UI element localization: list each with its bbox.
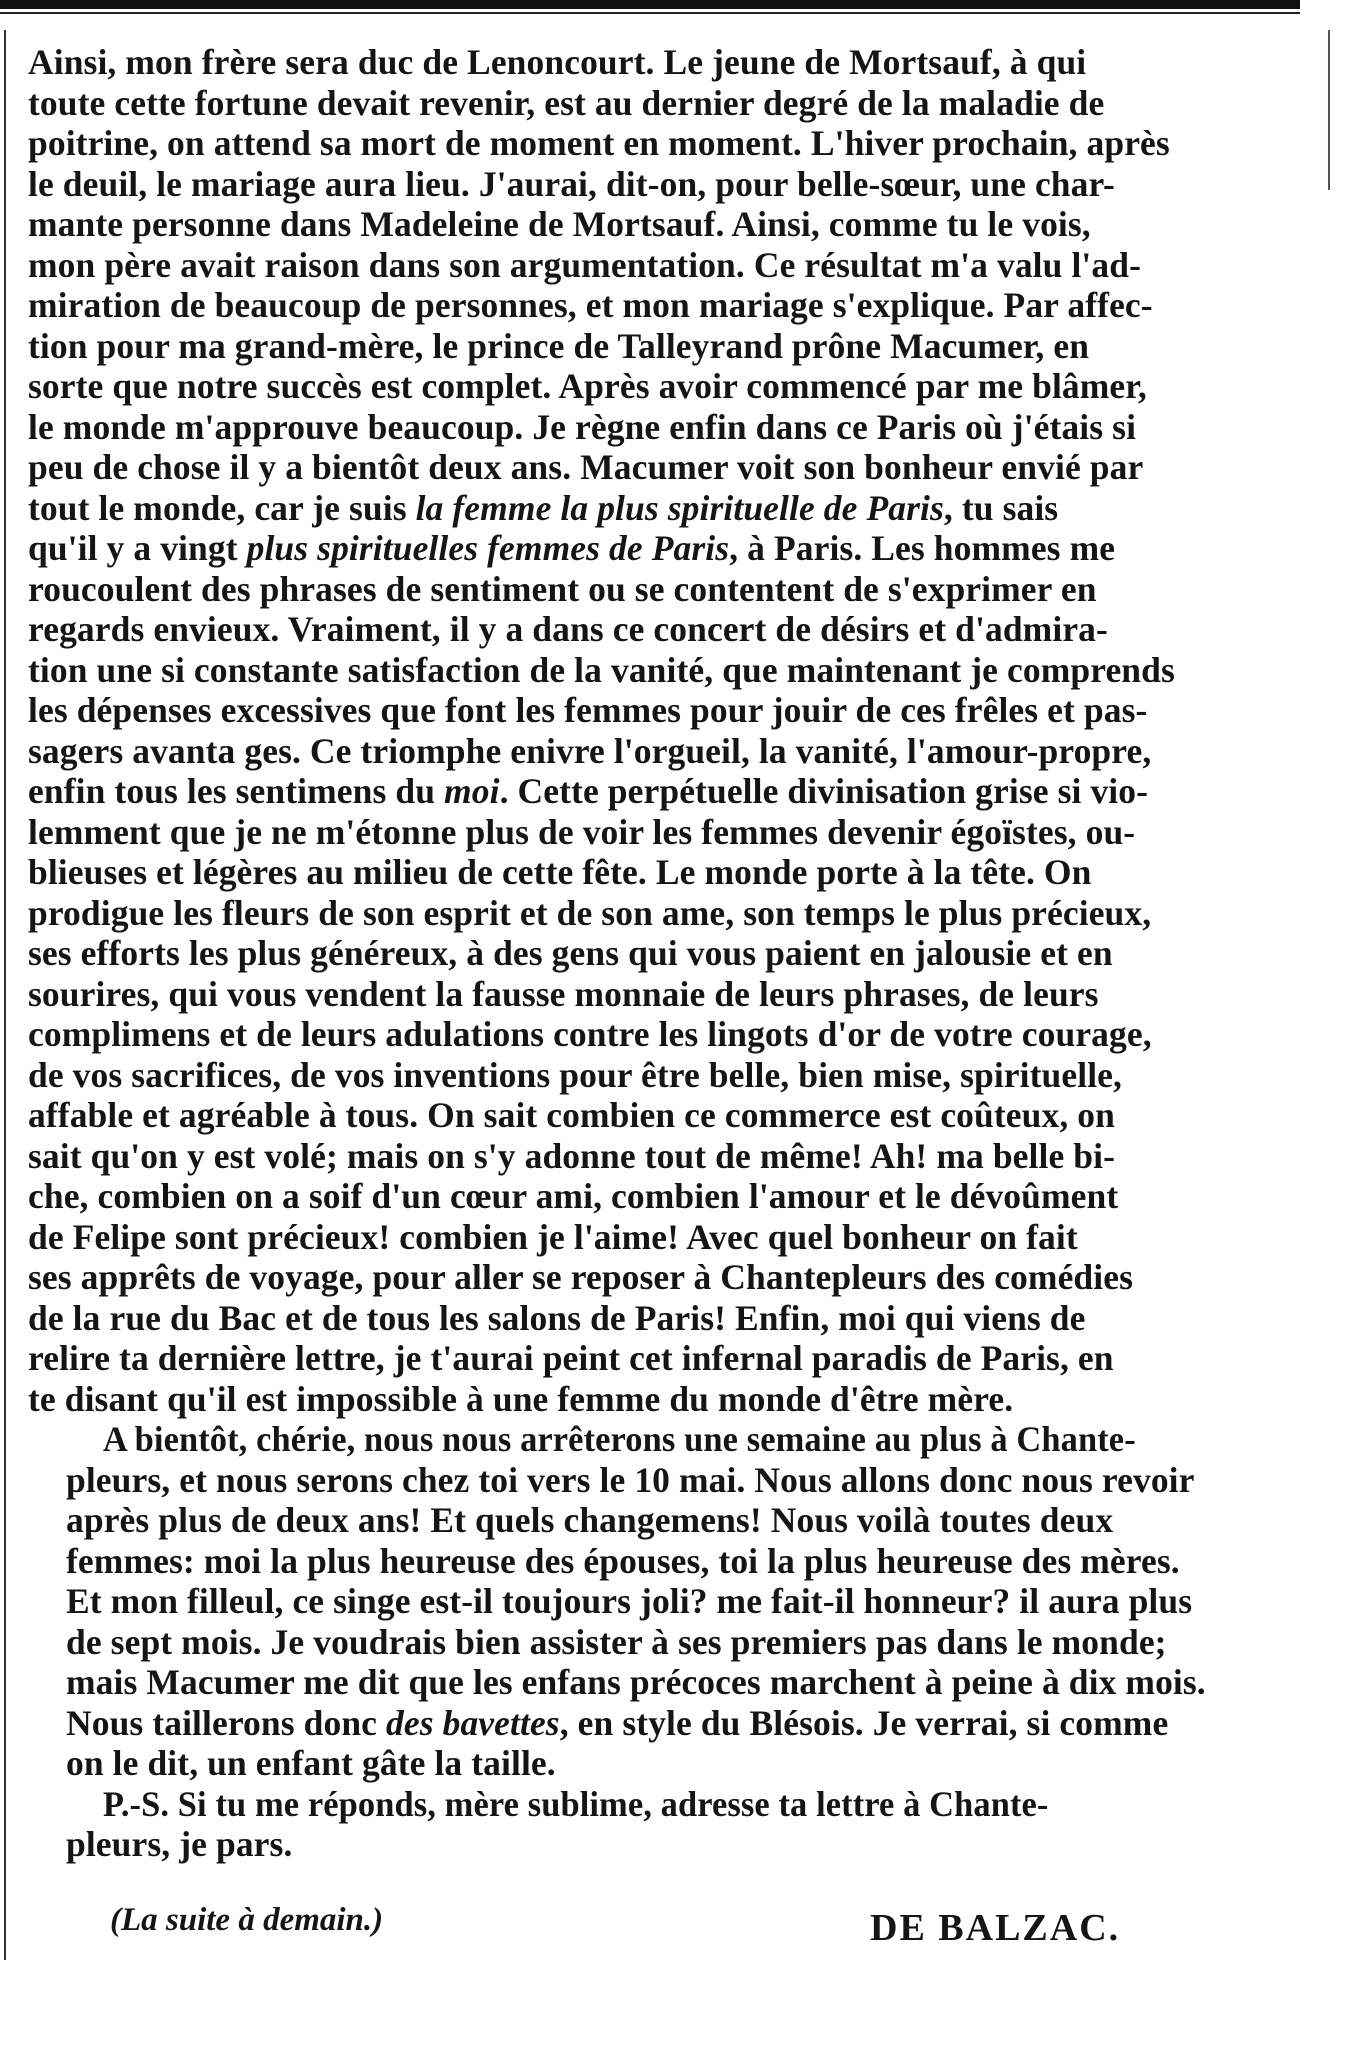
text-line: on le dit, un enfant gâte la taille. xyxy=(66,1743,556,1783)
text-line: P.-S. Si tu me réponds, mère sublime, adresse ta lettre à Chante- xyxy=(102,1783,1049,1824)
text-line: poitrine, on attend sa mort de moment en moment. L'hiver prochain, après xyxy=(28,123,1170,163)
paragraph-2 xyxy=(28,1419,1310,1784)
text-line: prodigue les fleurs de son esprit et de son ame, son temps le plus précieux, xyxy=(28,892,1152,933)
text-line: tout le monde, car je suis la femme la plus spirituelle de Paris, tu sais xyxy=(28,487,1059,528)
article-footer xyxy=(0,1902,1300,1962)
text-line: A bientôt, chérie, nous nous arrêterons une semaine au plus à Chante- xyxy=(102,1419,1136,1459)
paragraph-postscript xyxy=(28,1784,1310,1865)
text-line: femmes: moi la plus heureuse des épouses, toi la plus heureuse des mères. xyxy=(66,1540,1180,1581)
text-line: les dépenses excessives que font les femmes pour jouir de ces frêles et pas- xyxy=(28,690,1148,730)
text-line: blieuses et légères au milieu de cette fête. Le monde porte à la tête. On xyxy=(28,852,1092,892)
top-rule-thin xyxy=(0,12,1300,14)
column-rule-left xyxy=(4,30,6,1960)
text-line: sait qu'on y est volé; mais on s'y adonne tout de même! Ah! ma belle bi- xyxy=(28,1135,1116,1176)
text-line: de sept mois. Je voudrais bien assister à ses premiers pas dans le monde; xyxy=(66,1621,1167,1662)
text-line: de vos sacrifices, de vos inventions pour être belle, bien mise, spirituelle, xyxy=(28,1054,1123,1095)
text-line: ses apprêts de voyage, pour aller se reposer à Chantepleurs des comédies xyxy=(28,1257,1134,1297)
text-line: après plus de deux ans! Et quels changemens! Nous voilà toutes deux xyxy=(66,1500,1114,1540)
text-line: mais Macumer me dit que les enfans précoces marchent à peine à dix mois. xyxy=(66,1662,1206,1702)
text-line: tion pour ma grand-mère, le prince de Talleyrand prône Macumer, en xyxy=(28,325,1090,366)
text-line: le deuil, le mariage aura lieu. J'aurai, dit-on, pour belle-sœur, une char- xyxy=(28,163,1115,204)
text-line: te disant qu'il est impossible à une femme du monde d'être mère. xyxy=(28,1378,1014,1419)
text-line: affable et agréable à tous. On sait combien ce commerce est coûteux, on xyxy=(28,1095,1115,1135)
text-line: lemment que je ne m'étonne plus de voir les femmes devenir égoïstes, ou- xyxy=(28,811,1136,852)
top-rule xyxy=(0,0,1300,9)
text-line: peu de chose il y a bientôt deux ans. Macumer voit son bonheur envié par xyxy=(28,447,1144,487)
text-line: relire ta dernière lettre, je t'aurai peint cet infernal paradis de Paris, en xyxy=(28,1338,1114,1378)
text-line: che, combien on a soif d'un cœur ami, combien l'amour et le dévoûment xyxy=(28,1176,1119,1216)
text-line: sorte que notre succès est complet. Après avoir commencé par me blâmer, xyxy=(28,366,1147,406)
text-line: qu'il y a vingt plus spirituelles femmes de Paris, à Paris. Les hommes me xyxy=(28,528,1116,568)
paragraph-1 xyxy=(28,42,1310,1419)
text-line: Nous taillerons donc des bavettes, en style du Blésois. Je verrai, si comme xyxy=(66,1702,1169,1743)
continuation-note: (La suite à demain.) xyxy=(110,1902,384,1938)
text-line: complimens et de leurs adulations contre les lingots d'or de votre courage, xyxy=(28,1014,1152,1054)
text-line: roucoulent des phrases de sentiment ou se contentent de s'exprimer en xyxy=(28,568,1097,609)
text-line: Et mon filleul, ce singe est-il toujours joli? me fait-il honneur? il aura plus xyxy=(66,1581,1193,1621)
text-line: pleurs, et nous serons chez toi vers le 10 mai. Nous allons donc nous revoir xyxy=(66,1459,1195,1500)
text-line: le monde m'approuve beaucoup. Je règne enfin dans ce Paris où j'étais si xyxy=(28,406,1137,447)
text-line: Ainsi, mon frère sera duc de Lenoncourt. Le jeune de Mortsauf, à qui xyxy=(28,42,1087,82)
text-line: regards envieux. Vraiment, il y a dans ce concert de désirs et d'admira- xyxy=(28,609,1108,649)
text-line: toute cette fortune devait revenir, est au dernier degré de la maladie de xyxy=(28,82,1105,123)
text-line: pleurs, je pars. xyxy=(66,1824,293,1864)
column-rule-right xyxy=(1328,30,1330,190)
text-line: de la rue du Bac et de tous les salons de Paris! Enfin, moi qui viens de xyxy=(28,1297,1086,1338)
text-line: de Felipe sont précieux! combien je l'aime! Avec quel bonheur on fait xyxy=(28,1216,1078,1257)
article-body xyxy=(28,42,1310,1865)
text-line: tion une si constante satisfaction de la vanité, que maintenant je comprends xyxy=(28,649,1175,690)
author-signature: DE BALZAC. xyxy=(870,1907,1121,1949)
text-line: sagers avanta ges. Ce triomphe enivre l'orgueil, la vanité, l'amour-propre, xyxy=(28,730,1152,771)
text-line: ses efforts les plus généreux, à des gens qui vous paient en jalousie et en xyxy=(28,933,1113,973)
text-line: sourires, qui vous vendent la fausse monnaie de leurs phrases, de leurs xyxy=(28,973,1099,1014)
text-line: mante personne dans Madeleine de Mortsauf. Ainsi, comme tu le vois, xyxy=(28,204,1091,244)
text-line: mon père avait raison dans son argumentation. Ce résultat m'a valu l'ad- xyxy=(28,244,1141,285)
text-line: miration de beaucoup de personnes, et mon mariage s'explique. Par affec- xyxy=(28,285,1153,325)
text-line: enfin tous les sentimens du moi. Cette perpétuelle divinisation grise si vio- xyxy=(28,771,1149,811)
